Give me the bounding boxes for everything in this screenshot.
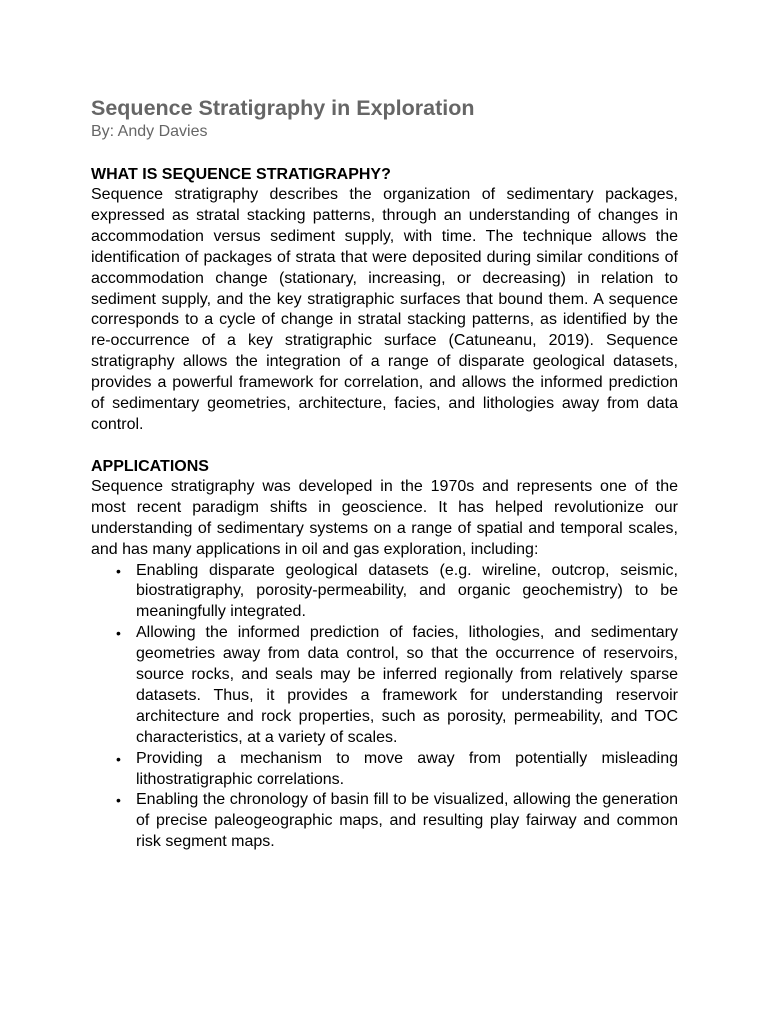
bullet-icon: •: [116, 562, 121, 579]
list-item-text: Enabling the chronology of basin fill to be visualized, allowing the generation of precise paleogeographic maps, and resulting play fairway and common risk segment maps.: [136, 791, 678, 851]
list-item-text: Enabling disparate geological datasets (e.g. wireline, outcrop, seismic, biostratigraphy, porosity-permeability, and organic geochemistry) to be meaningfully integrated.: [136, 561, 678, 621]
bullet-icon: •: [116, 750, 121, 767]
section-applications: [91, 456, 678, 853]
section-heading: APPLICATIONS: [91, 457, 209, 475]
list-item-text: Providing a mechanism to move away from potentially misleading lithostratigraphic correlations.: [136, 749, 678, 788]
author-byline: By: Andy Davies: [91, 123, 208, 140]
page-title: Sequence Stratigraphy in Exploration: [91, 96, 475, 120]
section-paragraph: Sequence stratigraphy was developed in the 1970s and represents one of the most recent paradigm shifts in geoscience. It has helped revolutionize our understanding of sedimentary systems on a range of spatial and temporal scales, and has many applications in oil and gas exploration, including:: [91, 477, 678, 558]
list-item-text: Allowing the informed prediction of facies, lithologies, and sedimentary geometries away from data control, so that the occurrence of reservoirs, source rocks, and seals may be inferred regionally from relatively sparse datasets. Thus, it provides a framework for understanding reservoir architecture and rock properties, such as porosity, permeability, and TOC characteristics, at a variety of scales.: [136, 624, 678, 746]
document-page: [91, 95, 678, 873]
bullet-icon: •: [116, 792, 121, 809]
section-heading: WHAT IS SEQUENCE STRATIGRAPHY?: [91, 166, 391, 183]
list-item: [91, 790, 678, 853]
section-what-is: [91, 164, 678, 436]
section-paragraph: Sequence stratigraphy describes the organization of sedimentary packages, expressed as stratal stacking patterns, through an understanding of changes in accommodation versus sediment supply, with time. The technique allows the identification of packages of strata that were deposited during similar conditions of accommodation change (stationary, increasing, or decreasing) in relation to sediment supply, and the key stratigraphic surfaces that bound them. A sequence corresponds to a cycle of change in stratal stacking patterns, as identified by the re-occurrence of a key stratigraphic surface (Catuneanu, 2019). Sequence stratigraphy allows the integration of a range of disparate geological datasets, provides a powerful framework for correlation, and allows the informed prediction of sedimentary geometries, architecture, facies, and lithologies away from data control.: [91, 186, 678, 433]
list-item: [91, 749, 678, 791]
bullet-icon: •: [116, 625, 121, 642]
list-item: [91, 561, 678, 624]
applications-list: [91, 561, 678, 854]
list-item: [91, 623, 678, 748]
